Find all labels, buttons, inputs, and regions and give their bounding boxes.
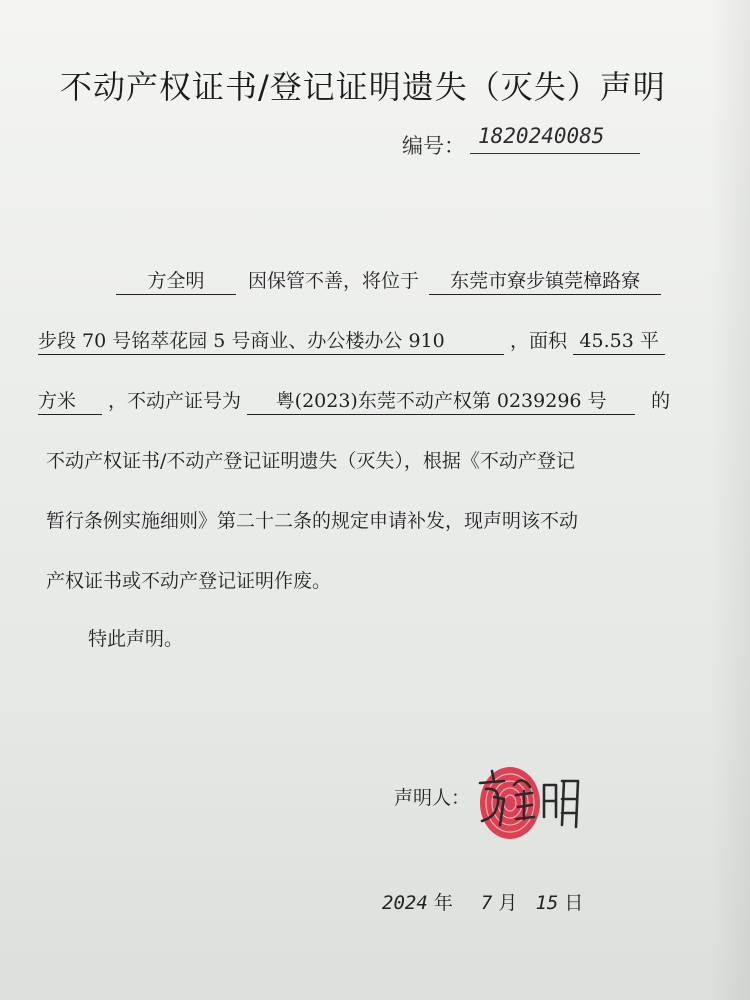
declaration-date (382, 888, 583, 915)
page-shadow (710, 0, 750, 1000)
body-line-1 (38, 266, 661, 295)
document-title: 不动产权证书/登记证明遗失（灭失）声明 (60, 68, 666, 106)
area-value-part1: 45.53 平 (573, 330, 665, 355)
property-address-part1: 东莞市寮步镇莞樟路寮 (429, 270, 661, 295)
date-month: 7 (480, 892, 493, 914)
body-line-3 (38, 386, 670, 415)
body-text-1: 因保管不善，将位于 (248, 270, 420, 292)
signer-label: 声明人： (394, 787, 471, 809)
date-day-unit: 日 (564, 892, 584, 914)
declarant-name: 方全明 (116, 270, 236, 295)
body-line-6: 产权证书或不动产登记证明作废。 (46, 570, 332, 592)
date-year: 2024 (382, 892, 428, 914)
body-text-4: 的 (651, 390, 671, 412)
area-value-part2: 方米 (38, 390, 102, 415)
body-text-2: ，面积 (510, 330, 568, 352)
date-day: 15 (535, 892, 559, 914)
date-month-unit: 月 (498, 892, 518, 914)
serial-number-label: 编号： (402, 134, 465, 158)
property-address-part2: 步段 70 号铭萃花园 5 号商业、办公楼办公 910 (38, 330, 504, 355)
closing-text: 特此声明。 (88, 628, 184, 650)
body-line-2 (38, 326, 665, 355)
certificate-number: 粤(2023)东莞不动产权第 0239296 号 (247, 390, 635, 415)
signature-with-fingerprint (470, 755, 590, 845)
body-text-3: ，不动产证号为 (108, 390, 242, 412)
serial-number-value: 1820240085 (470, 124, 640, 154)
body-line-5: 暂行条例实施细则》第二十二条的规定申请补发，现声明该不动 (46, 510, 579, 532)
date-year-unit: 年 (433, 892, 453, 914)
body-line-4: 不动产权证书/不动产登记证明遗失（灭失），根据《不动产登记 (46, 450, 575, 472)
fingerprint-mark (480, 767, 540, 839)
